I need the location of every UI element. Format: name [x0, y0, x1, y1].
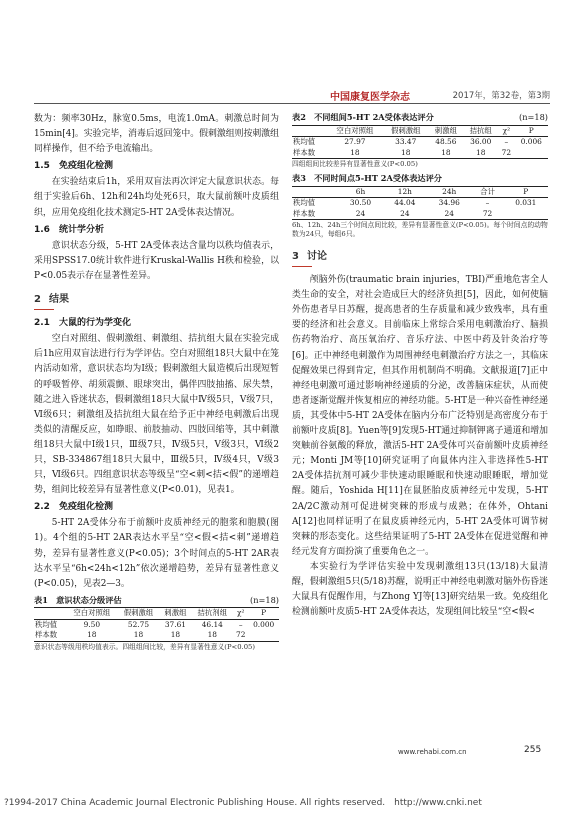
- table-2: [292, 112, 548, 169]
- section-2-2-heading: 2.2 免疫组化检测: [34, 502, 113, 513]
- table-cell: [504, 209, 548, 220]
- table-cell: 秩均值: [293, 137, 316, 146]
- table-cell: 9.50: [83, 619, 101, 629]
- table-1-title: 表1 意识状态分级评估: [34, 594, 122, 605]
- table-row: [34, 630, 279, 641]
- section-2-2-text: 5-HT 2A受体分布于前额叶皮质神经元的胞浆和胞膜(图1)。4个组的5-HT 2AR表达水平呈“空<假<拮<刺”递增趋势，差异有显著性意义(P<0.05)；3个时间点的5-HT 2AR表达水平呈“6h<24h<12h”依次递增趋势，差异有显著性意义(P<0.05)，见表2—3。: [34, 518, 279, 589]
- table-cell: 24: [444, 208, 454, 218]
- heading-accent-bar: [34, 309, 54, 310]
- table-cell: 48.56: [435, 137, 457, 146]
- table-2-header: 拮抗组: [469, 125, 492, 135]
- table-cell: 30.50: [349, 198, 372, 207]
- table-3-header: 12h: [397, 186, 412, 196]
- table-2-caption: [292, 112, 548, 123]
- section-2-number: 2: [34, 294, 41, 306]
- table-row: [292, 137, 548, 148]
- copyright-line: ?1994-2017 China Academic Journal Electronic Publishing House. All rights reserved. http://www.cnki.net: [4, 798, 482, 808]
- right-column: [292, 112, 548, 620]
- table-cell: 24: [355, 208, 366, 218]
- discussion-paragraph-1: 颅脑外伤(traumatic brain injuries，TBI)严重地危害全人类生命的安全，对社会造成巨大的经济负担[5]，因此，如何使脑外伤患者早日苏醒，提高患者的生存质量和减少致残率，具有重要的经济和社会意义。目前临床上常综合采用电刺激治疗、脑损伤药物治疗、高压氧治疗、音乐疗法、中医中药及针灸治疗等[6]。正中神经电刺激作为周围神经电刺激治疗方法之一，其临床促醒效果已得到肯定，但其作用机制尚不明确。文献报道[7]正中神经电刺激可通过影响神经递质的分泌，改善脑床症状，从而使患者逐渐觉醒并恢复相应的神经功能。5-HT是一种兴奋性神经递质，其受体中5-HT 2A受体在脑内分布广泛特别是高密度分布于前额叶皮质[8]。Yuen等[9]发现5-HT通过抑制钾离子通道和增加突触前谷氨酸的释放，激活5-HT 2A受体可兴奋前额叶皮质神经元；Monti JM等[10]研究证明了向鼠体内注入非选择性5-HT 2A受体拮抗剂可减少非快速动眼睡眠和快速动眼睡眠，增加觉醒。随后，Yoshida H[11]在鼠胚胎皮质神经元中发现，5-HT 2A/2C激动剂可促进树突棘的形成与成熟；在体外，Ohtani A[12]也同样证明了在鼠皮质神经元内，5-HT 2A受体可调节树突棘的形态变化。这些结果证明了5-HT 2A受体在促进觉醒和神经元发育方面扮演了重要角色之一。: [292, 275, 548, 557]
- page-header: [34, 88, 550, 104]
- table-3-title: 表3 不同时间点5-HT 2A受体表达评分: [292, 173, 442, 183]
- table-cell: 36.00: [470, 137, 492, 146]
- table-cell: 样本数: [293, 208, 316, 218]
- table-3-header: 合计: [480, 186, 495, 196]
- section-2-title: 结果: [48, 294, 69, 306]
- left-column: [34, 112, 279, 652]
- table-3-header: [292, 186, 338, 198]
- table-3-header: 6h: [355, 186, 366, 196]
- table-cell: 样本数: [293, 147, 316, 157]
- table-row: [292, 198, 548, 209]
- table-cell: 52.75: [127, 619, 150, 629]
- table-3: [292, 173, 548, 239]
- table-3-header: 24h: [442, 186, 457, 196]
- table-cell: 18: [350, 147, 360, 157]
- section-1-5-text: 在实验结束后1h，采用双盲法再次评定大鼠意识状态。每组于实验后6h、12h和24h均处死6只，取大鼠前额叶皮质组织，应用免疫组化技术测定5-HT 2A受体表达情况。: [34, 177, 279, 218]
- table-cell: [515, 148, 548, 159]
- heading-accent-bar: [292, 266, 312, 267]
- page-number: 255: [524, 745, 542, 755]
- table-1-caption: [34, 595, 279, 606]
- discussion-paragraph-2: 本实验行为学评估实验中发现刺激组13只(13/18)大鼠清醒，假刺激组5只(5/18)苏醒，说明正中神经电刺激对脑外伤昏迷大鼠具有促醒作用，与Zhong YJ等[13]研究结果一致。免疫组化检测前额叶皮质5-HT 2A受体表达，发现组间比较呈“空<假<: [292, 561, 548, 618]
- table-1: [34, 595, 279, 652]
- section-1-6-heading: 1.6 统计学分析: [34, 224, 104, 235]
- table-cell: 44.04: [394, 198, 416, 207]
- header-rule: [34, 103, 550, 104]
- table-cell: 72: [482, 208, 493, 218]
- table-cell: 18: [133, 630, 144, 640]
- table-cell: 18: [207, 630, 217, 640]
- table-1-header: [34, 608, 66, 620]
- table-cell: 33.47: [395, 137, 417, 146]
- table-row: [292, 209, 548, 220]
- section-1-5-heading: 1.5 免疫组化检测: [34, 161, 113, 172]
- journal-title: 中国康复医学杂志: [330, 92, 410, 103]
- table-2-header: 假刺激组: [390, 125, 421, 135]
- table-cell: 72: [236, 630, 246, 640]
- section-2-heading: [34, 292, 279, 310]
- table-3-header: P: [523, 186, 529, 196]
- table-cell: 18: [87, 630, 97, 640]
- table-1-sample-size: (n=18): [250, 594, 279, 605]
- issue-info: 2017年，第32卷，第3期: [452, 91, 550, 101]
- table-cell: 18: [401, 147, 411, 157]
- table-2-header-row: [292, 125, 548, 137]
- table-1-header: 刺激组: [164, 608, 187, 618]
- section-1-6-text: 意识状态分级，5-HT 2A受体表达含量均以秩均值表示，采用SPSS17.0统计软件进行Kruskal-Wallis H秩和检验，以P<0.05表示存在显著性差异。: [34, 240, 279, 281]
- table-2-sample-size: (n=18): [519, 112, 548, 122]
- table-1-header: P: [261, 608, 267, 618]
- table-cell: 46.14: [201, 619, 223, 629]
- table-cell: –: [238, 619, 243, 629]
- table-cell: 37.61: [164, 619, 186, 629]
- table-2-header: P: [528, 125, 534, 135]
- table-cell: 34.96: [438, 198, 460, 207]
- table-cell: 秩均值: [35, 619, 58, 629]
- table-row: [34, 619, 279, 630]
- table-cell: [248, 630, 279, 641]
- table-2-header: [292, 125, 327, 137]
- table-row: [292, 148, 548, 159]
- table-2-header: 空白对照组: [336, 125, 374, 135]
- footer-url: www.rehabi.com.cn: [398, 748, 467, 756]
- table-cell: 0.031: [515, 198, 537, 207]
- table-3-header-row: [292, 186, 548, 198]
- table-cell: 24: [400, 208, 410, 218]
- table-1-note: 意识状态等级用秩均值表示。四组组间比较，差异有显著性意义(P<0.05): [34, 642, 256, 651]
- section-3-title: 讨论: [306, 251, 327, 262]
- table-2-note: 四组组间比较差异有显著性意义(P<0.05): [292, 160, 418, 168]
- table-cell: 0.006: [520, 137, 542, 146]
- section-3-heading: [292, 249, 548, 267]
- table-2-header: 刺激组: [434, 125, 457, 135]
- table-2-title: 表2 不同组间5-HT 2A受体表达评分: [292, 112, 434, 122]
- table-cell: 秩均值: [293, 198, 316, 207]
- table-1-header: 假刺激组: [123, 608, 154, 618]
- section-3-number: 3: [292, 251, 299, 262]
- table-1-header-row: [34, 608, 279, 620]
- table-1-header: χ²: [237, 608, 245, 618]
- table-cell: 样本数: [35, 630, 58, 640]
- paragraph-method-end: 数为：频率30Hz，脉宽0.5ms，电流1.0mA。刺激总时间为15min[4]。实验完毕，消毒后返回笼中。假刺激组则按刺激组同样操作，但不给予电流输出。: [34, 114, 279, 155]
- table-2-header: χ²: [502, 125, 511, 135]
- table-cell: 18: [170, 630, 181, 640]
- section-2-1-heading: 2.1 大鼠的行为学变化: [34, 318, 131, 329]
- table-cell: 0.000: [253, 619, 275, 629]
- table-3-note: 6h、12h、24h三个时间点间比较，差异有显著性意义(P<0.05)。每个时间点的动物数为24只，每组6只。: [292, 221, 548, 238]
- table-cell: 18: [441, 147, 451, 157]
- table-cell: 72: [501, 147, 512, 157]
- table-cell: 18: [476, 147, 486, 157]
- table-cell: 27.97: [344, 137, 366, 146]
- table-3-caption: [292, 173, 548, 184]
- table-cell: –: [504, 137, 509, 146]
- section-2-1-text: 空白对照组、假刺激组、刺激组、拮抗组大鼠在实验完成后1h应用双盲法进行行为学评估。空白对照组18只大鼠中在笼内活动如常，意识状态均为Ⅰ级；假刺激组大鼠造模后出现短暂的呼吸暂停、胡须震颤、眼球突出，偶伴四肢抽搐、尿失禁，随之进入昏迷状态，假刺激组18只大鼠中Ⅳ级5只，Ⅴ级7只，Ⅵ级6只；刺激组及拮抗组大鼠在给予正中神经电刺激后出现类似的清醒反应，如睁眼、前肢抽动、四肢回缩等，其中刺激组18只大鼠中Ⅰ级1只，Ⅲ级7只，Ⅳ级5只，Ⅴ级3只，Ⅵ级2只，SB-334867组18只大鼠中，Ⅲ级5只，Ⅳ级4只，Ⅴ级3只，Ⅵ级6只。四组意识状态等级呈“空<刺<拮<假”的递增趋势，组间比较差异有显著性意义(P<0.01)，见表1。: [34, 334, 279, 496]
- table-1-header: 拮抗剂组: [197, 608, 228, 618]
- table-1-header: 空白对照组: [73, 608, 111, 618]
- table-cell: –: [485, 198, 490, 207]
